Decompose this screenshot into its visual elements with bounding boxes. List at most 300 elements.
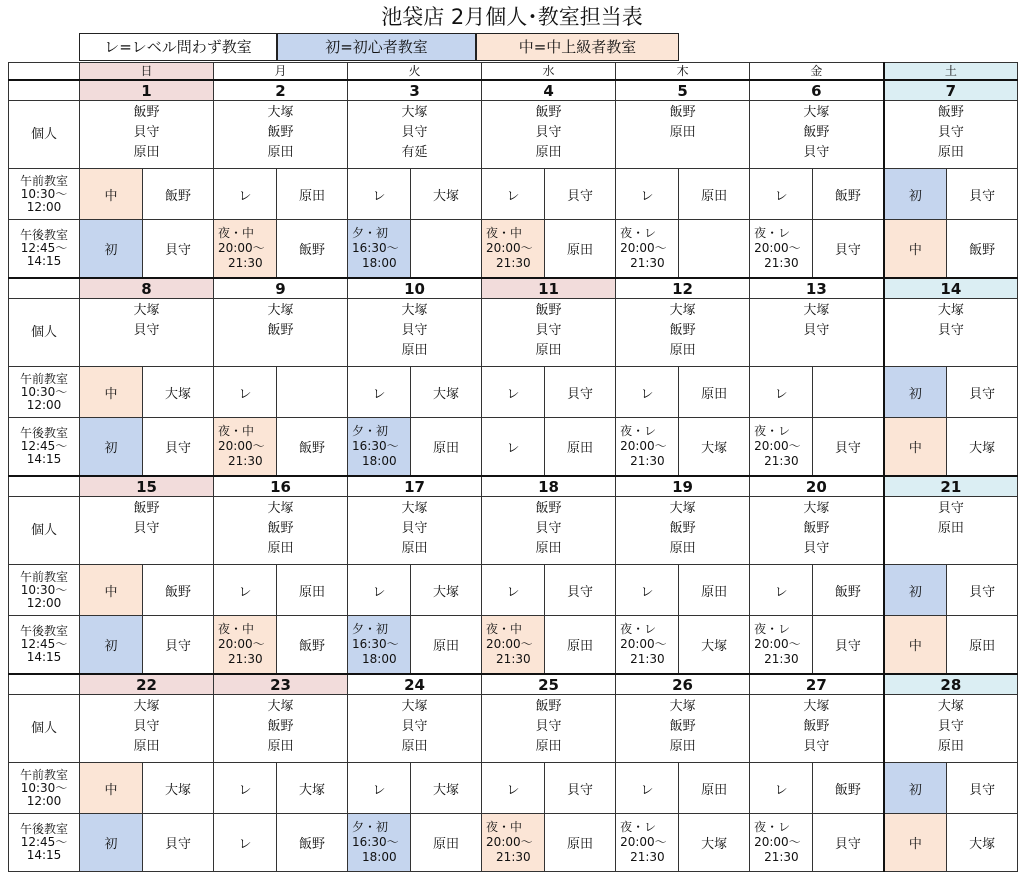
date-number: 16 <box>214 476 348 497</box>
pm-class-teacher: 大塚 <box>679 418 750 477</box>
date-row-label <box>9 278 80 299</box>
am-class-teacher: 貝守 <box>947 763 1018 814</box>
pm-class-type: 初 <box>80 814 143 872</box>
staff-name: 有延 <box>401 145 428 160</box>
date-number: 2 <box>214 80 348 101</box>
pm-class-end: 18:00 <box>362 850 397 864</box>
staff-name: 大塚 <box>803 303 830 318</box>
date-number: 27 <box>750 674 884 695</box>
individual-staff-cell <box>750 695 884 763</box>
staff-name: 大塚 <box>401 501 428 516</box>
am-class-label <box>9 169 80 220</box>
staff-name: 原田 <box>669 739 696 754</box>
legend-beginner: 初=初心者教室 <box>277 33 476 61</box>
legend-advanced: 中=中上級者教室 <box>476 33 679 61</box>
am-label-line: 12:00 <box>26 595 62 610</box>
staff-name: 原田 <box>669 343 696 358</box>
pm-class-kind: 夜・中 <box>486 820 523 834</box>
staff-name: 原田 <box>535 739 562 754</box>
staff-name: 原田 <box>669 125 696 140</box>
am-class-teacher <box>277 367 348 418</box>
date-number: 9 <box>214 278 348 299</box>
am-class-type: レ <box>482 763 545 814</box>
am-label-line: 10:30～ <box>20 186 68 201</box>
date-number: 10 <box>348 278 482 299</box>
am-class-type: レ <box>750 367 813 418</box>
schedule-table <box>8 62 1018 872</box>
am-class-type: レ <box>616 367 679 418</box>
pm-class-kind: 夜・レ <box>754 622 791 636</box>
am-class-teacher: 飯野 <box>813 763 884 814</box>
staff-name: 原田 <box>937 145 964 160</box>
pm-class-end: 21:30 <box>764 256 799 270</box>
individual-staff-cell <box>482 497 616 565</box>
page-title: 池袋店 2月個人･教室担当表 <box>381 5 643 29</box>
pm-class-start: 16:30～ <box>352 241 399 255</box>
pm-class-end: 21:30 <box>630 454 665 468</box>
pm-class-teacher: 飯野 <box>277 616 348 675</box>
pm-class-start: 20:00～ <box>620 835 667 849</box>
am-class-teacher: 原田 <box>679 169 750 220</box>
pm-class-start: 20:00～ <box>620 241 667 255</box>
date-number: 4 <box>482 80 616 101</box>
am-class-row <box>9 169 1018 220</box>
date-row <box>9 674 1018 695</box>
am-class-type: 初 <box>884 169 947 220</box>
date-number: 26 <box>616 674 750 695</box>
pm-class-kind: 夕・初 <box>352 622 389 636</box>
am-class-type: レ <box>616 763 679 814</box>
pm-class-start: 20:00～ <box>486 637 533 651</box>
date-number: 20 <box>750 476 884 497</box>
pm-class-end: 18:00 <box>362 256 397 270</box>
pm-class-kind: 夜・レ <box>620 424 657 438</box>
staff-name: 貝守 <box>133 521 160 536</box>
am-class-type: レ <box>482 169 545 220</box>
date-number: 11 <box>482 278 616 299</box>
staff-name: 貝守 <box>401 323 428 338</box>
pm-class-teacher: 貝守 <box>813 814 884 872</box>
staff-name: 飯野 <box>535 699 562 714</box>
staff-name: 飯野 <box>669 521 696 536</box>
staff-name: 原田 <box>535 343 562 358</box>
pm-class-end: 21:30 <box>630 652 665 666</box>
am-class-type: レ <box>214 763 277 814</box>
date-number: 25 <box>482 674 616 695</box>
pm-class-teacher: 原田 <box>947 616 1018 675</box>
pm-class-kind: 夜・中 <box>486 226 523 240</box>
pm-class-end: 21:30 <box>228 256 263 270</box>
date-number: 24 <box>348 674 482 695</box>
pm-class-teacher: 貝守 <box>143 616 214 675</box>
am-class-type: レ <box>348 367 411 418</box>
staff-name: 大塚 <box>937 699 964 714</box>
staff-name: 貝守 <box>937 125 964 140</box>
am-class-label <box>9 565 80 616</box>
date-number: 17 <box>348 476 482 497</box>
date-number: 12 <box>616 278 750 299</box>
pm-class-kind: 夜・中 <box>218 226 255 240</box>
staff-name: 飯野 <box>535 105 562 120</box>
date-row-label <box>9 674 80 695</box>
pm-class-type <box>214 220 277 279</box>
individual-label: 個人 <box>9 299 80 367</box>
staff-name: 原田 <box>401 739 428 754</box>
staff-name: 飯野 <box>267 719 294 734</box>
staff-name: 大塚 <box>267 303 294 318</box>
individual-label: 個人 <box>9 695 80 763</box>
individual-row <box>9 695 1018 763</box>
staff-name: 飯野 <box>803 719 830 734</box>
pm-class-start: 20:00～ <box>218 439 265 453</box>
individual-row <box>9 299 1018 367</box>
pm-class-type: 初 <box>80 418 143 477</box>
date-number: 5 <box>616 80 750 101</box>
am-class-teacher: 大塚 <box>411 367 482 418</box>
pm-class-teacher: 原田 <box>545 814 616 872</box>
pm-label-line: 12:45～ <box>20 439 68 453</box>
corner-cell <box>9 63 80 81</box>
pm-class-type: 中 <box>884 616 947 675</box>
am-class-teacher: 原田 <box>277 169 348 220</box>
staff-name: 貝守 <box>133 719 160 734</box>
staff-name: 原田 <box>535 541 562 556</box>
pm-class-type <box>750 418 813 477</box>
pm-class-type <box>214 616 277 675</box>
individual-staff-cell <box>616 101 750 169</box>
pm-class-type: レ <box>482 418 545 477</box>
am-class-teacher: 原田 <box>679 367 750 418</box>
am-class-teacher: 飯野 <box>813 169 884 220</box>
individual-row <box>9 497 1018 565</box>
pm-class-kind: 夜・レ <box>754 424 791 438</box>
staff-name: 大塚 <box>133 303 160 318</box>
pm-class-start: 16:30～ <box>352 835 399 849</box>
am-class-row <box>9 763 1018 814</box>
staff-name: 原田 <box>669 541 696 556</box>
am-class-teacher: 大塚 <box>277 763 348 814</box>
individual-staff-cell <box>750 299 884 367</box>
pm-class-type <box>482 814 545 872</box>
staff-name: 飯野 <box>669 719 696 734</box>
am-class-teacher <box>813 367 884 418</box>
date-number: 7 <box>884 80 1018 101</box>
staff-name: 貝守 <box>803 145 830 160</box>
am-label-line: 12:00 <box>26 793 62 808</box>
date-number: 28 <box>884 674 1018 695</box>
am-label-line: 午前教室 <box>19 569 68 584</box>
pm-class-teacher <box>679 220 750 279</box>
individual-staff-cell <box>616 299 750 367</box>
staff-name: 原田 <box>401 343 428 358</box>
staff-name: 大塚 <box>803 501 830 516</box>
am-class-teacher: 原田 <box>679 565 750 616</box>
individual-staff-cell <box>80 299 214 367</box>
am-class-type: レ <box>348 565 411 616</box>
staff-name: 原田 <box>133 739 160 754</box>
staff-name: 飯野 <box>937 105 964 120</box>
am-class-row <box>9 367 1018 418</box>
staff-name: 貝守 <box>937 501 964 516</box>
staff-name: 貝守 <box>535 125 562 140</box>
staff-name: 大塚 <box>267 699 294 714</box>
pm-class-type <box>616 418 679 477</box>
staff-name: 大塚 <box>267 501 294 516</box>
staff-name: 飯野 <box>133 501 160 516</box>
date-row-label <box>9 80 80 101</box>
pm-class-end: 18:00 <box>362 652 397 666</box>
pm-class-teacher: 貝守 <box>143 220 214 279</box>
staff-name: 貝守 <box>937 719 964 734</box>
staff-name: 貝守 <box>803 739 830 754</box>
pm-class-teacher: 貝守 <box>143 418 214 477</box>
am-class-type: 初 <box>884 367 947 418</box>
pm-class-type <box>348 616 411 675</box>
date-number: 15 <box>80 476 214 497</box>
am-class-type: レ <box>616 169 679 220</box>
staff-name: 大塚 <box>669 303 696 318</box>
date-number: 19 <box>616 476 750 497</box>
staff-name: 飯野 <box>133 105 160 120</box>
pm-class-type <box>750 814 813 872</box>
pm-class-teacher: 原田 <box>545 220 616 279</box>
am-label-line: 10:30～ <box>20 780 68 795</box>
weekday-header-row <box>9 63 1018 81</box>
individual-label: 個人 <box>9 497 80 565</box>
staff-name: 原田 <box>937 521 964 536</box>
pm-label-line: 14:15 <box>26 452 62 466</box>
individual-staff-cell <box>348 101 482 169</box>
pm-class-teacher: 飯野 <box>277 418 348 477</box>
staff-name: 大塚 <box>401 105 428 120</box>
am-class-type: レ <box>482 565 545 616</box>
individual-staff-cell <box>884 695 1018 763</box>
pm-label-line: 午後教室 <box>19 426 68 440</box>
pm-class-type: 中 <box>884 220 947 279</box>
pm-class-start: 20:00～ <box>620 439 667 453</box>
individual-staff-cell <box>482 299 616 367</box>
am-class-teacher: 貝守 <box>947 565 1018 616</box>
individual-staff-cell <box>348 695 482 763</box>
date-number: 18 <box>482 476 616 497</box>
pm-class-label <box>9 220 80 279</box>
am-class-type: レ <box>616 565 679 616</box>
am-label-line: 10:30～ <box>20 384 68 399</box>
staff-name: 貝守 <box>133 323 160 338</box>
individual-staff-cell <box>884 299 1018 367</box>
pm-class-teacher: 原田 <box>545 616 616 675</box>
am-class-teacher: 飯野 <box>143 169 214 220</box>
staff-name: 原田 <box>401 541 428 556</box>
pm-class-teacher: 貝守 <box>813 616 884 675</box>
staff-name: 飯野 <box>535 303 562 318</box>
date-number: 1 <box>80 80 214 101</box>
pm-class-teacher: 貝守 <box>813 418 884 477</box>
weekday-cell: 月 <box>214 63 348 81</box>
pm-label-line: 午後教室 <box>19 228 68 242</box>
weekday-cell: 日 <box>80 63 214 81</box>
pm-class-end: 21:30 <box>764 652 799 666</box>
date-row-label <box>9 476 80 497</box>
staff-name: 大塚 <box>937 303 964 318</box>
pm-class-teacher: 大塚 <box>947 814 1018 872</box>
staff-name: 原田 <box>937 739 964 754</box>
pm-class-type <box>616 616 679 675</box>
am-class-label <box>9 367 80 418</box>
pm-class-label <box>9 418 80 477</box>
staff-name: 大塚 <box>401 699 428 714</box>
date-row <box>9 278 1018 299</box>
date-number: 14 <box>884 278 1018 299</box>
date-number: 23 <box>214 674 348 695</box>
pm-class-kind: 夜・中 <box>218 622 255 636</box>
pm-class-start: 20:00～ <box>754 439 801 453</box>
am-class-teacher: 大塚 <box>143 367 214 418</box>
staff-name: 貝守 <box>401 719 428 734</box>
date-number: 8 <box>80 278 214 299</box>
pm-label-line: 12:45～ <box>20 241 68 255</box>
pm-class-type <box>482 616 545 675</box>
pm-class-end: 21:30 <box>228 652 263 666</box>
pm-class-kind: 夜・レ <box>754 226 791 240</box>
am-class-teacher: 飯野 <box>143 565 214 616</box>
weekday-cell: 木 <box>616 63 750 81</box>
am-class-teacher: 原田 <box>277 565 348 616</box>
individual-staff-cell <box>616 497 750 565</box>
pm-class-kind: 夕・初 <box>352 226 389 240</box>
staff-name: 貝守 <box>803 323 830 338</box>
am-class-type: 中 <box>80 169 143 220</box>
individual-staff-cell <box>80 497 214 565</box>
pm-class-teacher: 大塚 <box>947 418 1018 477</box>
pm-class-kind: 夜・レ <box>620 820 657 834</box>
am-class-teacher: 飯野 <box>813 565 884 616</box>
pm-class-start: 16:30～ <box>352 637 399 651</box>
am-class-type: レ <box>348 169 411 220</box>
pm-class-kind: 夜・中 <box>218 424 255 438</box>
staff-name: 大塚 <box>669 699 696 714</box>
individual-staff-cell <box>80 101 214 169</box>
staff-name: 大塚 <box>669 501 696 516</box>
pm-class-label <box>9 616 80 675</box>
pm-class-start: 20:00～ <box>754 637 801 651</box>
am-class-teacher: 貝守 <box>545 565 616 616</box>
staff-name: 貝守 <box>535 323 562 338</box>
pm-class-start: 20:00～ <box>754 241 801 255</box>
date-row <box>9 476 1018 497</box>
pm-class-row <box>9 220 1018 279</box>
pm-class-type <box>348 814 411 872</box>
pm-class-type: レ <box>214 814 277 872</box>
pm-class-start: 20:00～ <box>218 637 265 651</box>
staff-name: 貝守 <box>535 521 562 536</box>
staff-name: 飯野 <box>669 323 696 338</box>
individual-staff-cell <box>750 101 884 169</box>
pm-class-end: 18:00 <box>362 454 397 468</box>
staff-name: 飯野 <box>803 521 830 536</box>
pm-class-end: 21:30 <box>496 652 531 666</box>
pm-class-end: 21:30 <box>630 850 665 864</box>
pm-class-end: 21:30 <box>228 454 263 468</box>
staff-name: 貝守 <box>401 521 428 536</box>
individual-row <box>9 101 1018 169</box>
legend-level-any: レ=レベル問わず教室 <box>79 33 277 61</box>
am-class-type: レ <box>214 565 277 616</box>
date-number: 13 <box>750 278 884 299</box>
pm-class-type: 初 <box>80 616 143 675</box>
pm-label-line: 14:15 <box>26 254 62 268</box>
staff-name: 大塚 <box>267 105 294 120</box>
staff-name: 原田 <box>267 541 294 556</box>
pm-class-type: 中 <box>884 418 947 477</box>
individual-staff-cell <box>348 497 482 565</box>
pm-class-teacher: 大塚 <box>679 814 750 872</box>
pm-class-type: 中 <box>884 814 947 872</box>
staff-name: 飯野 <box>267 125 294 140</box>
pm-class-kind: 夜・レ <box>754 820 791 834</box>
pm-label-line: 午後教室 <box>19 822 68 836</box>
am-class-teacher: 貝守 <box>947 169 1018 220</box>
pm-class-teacher: 原田 <box>545 418 616 477</box>
am-class-teacher: 大塚 <box>411 763 482 814</box>
pm-label-line: 午後教室 <box>19 624 68 638</box>
pm-class-teacher: 原田 <box>411 418 482 477</box>
am-label-line: 午前教室 <box>19 767 68 782</box>
pm-class-type: 初 <box>80 220 143 279</box>
pm-class-kind: 夕・初 <box>352 820 389 834</box>
date-number: 3 <box>348 80 482 101</box>
pm-class-row <box>9 616 1018 675</box>
am-class-teacher: 貝守 <box>545 367 616 418</box>
individual-staff-cell <box>348 299 482 367</box>
individual-staff-cell <box>482 695 616 763</box>
weekday-cell: 水 <box>482 63 616 81</box>
pm-class-start: 20:00～ <box>620 637 667 651</box>
pm-class-teacher: 原田 <box>411 814 482 872</box>
am-class-teacher: 貝守 <box>545 763 616 814</box>
pm-class-start: 20:00～ <box>486 241 533 255</box>
staff-name: 飯野 <box>669 105 696 120</box>
am-class-type: レ <box>214 367 277 418</box>
pm-class-teacher: 原田 <box>411 616 482 675</box>
am-class-teacher: 大塚 <box>411 169 482 220</box>
pm-class-teacher: 飯野 <box>277 814 348 872</box>
pm-class-teacher <box>411 220 482 279</box>
individual-staff-cell <box>214 101 348 169</box>
pm-class-type <box>616 814 679 872</box>
individual-staff-cell <box>214 695 348 763</box>
date-row <box>9 80 1018 101</box>
am-class-type: レ <box>482 367 545 418</box>
am-class-type: 中 <box>80 367 143 418</box>
am-class-type: 初 <box>884 565 947 616</box>
am-class-type: レ <box>348 763 411 814</box>
pm-class-type <box>214 418 277 477</box>
pm-class-type <box>482 220 545 279</box>
am-class-type: レ <box>750 763 813 814</box>
am-class-teacher: 貝守 <box>545 169 616 220</box>
am-label-line: 12:00 <box>26 397 62 412</box>
pm-class-type <box>348 418 411 477</box>
pm-class-teacher: 大塚 <box>679 616 750 675</box>
pm-class-teacher: 貝守 <box>143 814 214 872</box>
pm-label-line: 14:15 <box>26 848 62 862</box>
date-number: 22 <box>80 674 214 695</box>
am-class-teacher: 貝守 <box>947 367 1018 418</box>
staff-name: 貝守 <box>803 541 830 556</box>
staff-name: 大塚 <box>133 699 160 714</box>
pm-class-kind: 夕・初 <box>352 424 389 438</box>
